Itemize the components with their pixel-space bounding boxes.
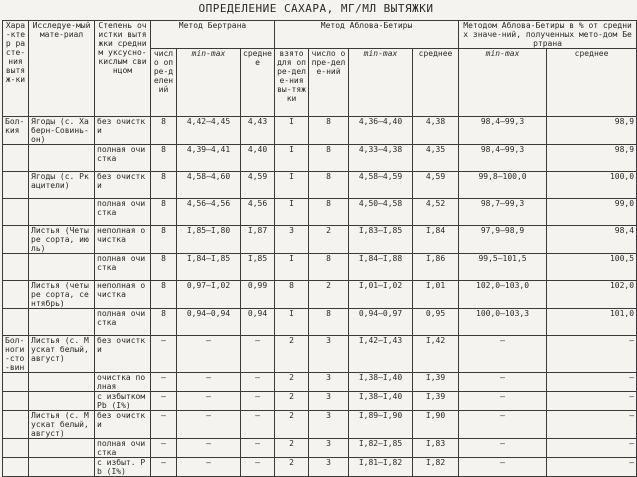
cell-mm3: 98,4–99,3 [459, 145, 547, 172]
cell-degree: полная очистка [95, 309, 151, 336]
page-title: ОПРЕДЕЛЕНИЕ САХАРА, МГ/МЛ ВЫТЯЖКИ [198, 2, 434, 15]
cell-avg2: I,39 [413, 373, 459, 392]
cell-n2: 2 [309, 281, 349, 309]
cell-mm3: 102,0–103,0 [459, 281, 547, 309]
cell-mm2: 4,36–4,40 [349, 117, 413, 145]
cell-avg1: 4,56 [241, 199, 275, 226]
table-row [3, 336, 637, 373]
cell-avg3: – [547, 458, 637, 477]
cell-mm2: I,81–I,82 [349, 458, 413, 477]
cell-mm2: 4,50–4,58 [349, 199, 413, 226]
cell-degree: без очистки [95, 117, 151, 145]
cell-avg1: – [241, 411, 275, 439]
header-minmax: min-max [177, 49, 241, 117]
cell-mm1: 0,94–0,94 [177, 309, 241, 336]
header-degree: Степень очистки вытяжки средним уксусно-кислым свинцом [95, 21, 151, 117]
cell-n1: – [151, 373, 177, 392]
cell-avg3: – [547, 439, 637, 458]
cell-mm3: 100,0–103,3 [459, 309, 547, 336]
cell-taken: 2 [275, 411, 309, 439]
table-row [3, 392, 637, 411]
cell-material [29, 199, 95, 226]
cell-mm1: – [177, 458, 241, 477]
cell-taken: 2 [275, 373, 309, 392]
cell-plant: Бол-кия [3, 117, 29, 145]
cell-avg3: 99,0 [547, 199, 637, 226]
cell-plant [3, 199, 29, 226]
cell-n1: – [151, 439, 177, 458]
cell-avg3: 98,9 [547, 117, 637, 145]
cell-material: Ягоды (с. Хаберн-Совинь-он) [29, 117, 95, 145]
cell-taken: I [275, 254, 309, 281]
cell-degree: неполная очистка [95, 226, 151, 254]
cell-material [29, 373, 95, 392]
cell-mm3: 99,5–101,5 [459, 254, 547, 281]
cell-n1: 8 [151, 281, 177, 309]
cell-n1: 8 [151, 309, 177, 336]
table-row [3, 172, 637, 199]
cell-avg2: 4,52 [413, 199, 459, 226]
cell-avg2: 0,95 [413, 309, 459, 336]
cell-avg1: – [241, 392, 275, 411]
cell-avg1: I,87 [241, 226, 275, 254]
cell-mm3: – [459, 458, 547, 477]
cell-taken: 2 [275, 392, 309, 411]
cell-taken: 2 [275, 458, 309, 477]
cell-avg3: – [547, 373, 637, 392]
cell-avg3: 102,0 [547, 281, 637, 309]
cell-n2: 3 [309, 458, 349, 477]
cell-mm1: 4,42–4,45 [177, 117, 241, 145]
cell-avg1: – [241, 373, 275, 392]
cell-n2: 3 [309, 336, 349, 373]
cell-material [29, 309, 95, 336]
cell-mm2: I,82–I,85 [349, 439, 413, 458]
sugar-table [2, 20, 637, 477]
cell-avg1: 4,59 [241, 172, 275, 199]
table-row [3, 309, 637, 336]
cell-degree: с избыт. Pb (I%) [95, 458, 151, 477]
cell-taken: I [275, 309, 309, 336]
cell-plant: Бол-ноги-сто-вин [3, 336, 29, 373]
header-minmax2: min-max [349, 49, 413, 117]
cell-avg1: 0,94 [241, 309, 275, 336]
cell-n1: – [151, 336, 177, 373]
table-row [3, 254, 637, 281]
table-row [3, 373, 637, 392]
cell-mm2: I,84–I,88 [349, 254, 413, 281]
cell-taken: 3 [275, 226, 309, 254]
cell-avg3: 100,5 [547, 254, 637, 281]
cell-material [29, 145, 95, 172]
header-num-det: число опре-делений [151, 49, 177, 117]
cell-taken: I [275, 117, 309, 145]
cell-mm1: – [177, 439, 241, 458]
cell-n1: – [151, 458, 177, 477]
cell-degree: без очистки [95, 411, 151, 439]
cell-avg1: I,85 [241, 254, 275, 281]
cell-plant [3, 281, 29, 309]
table-row [3, 411, 637, 439]
cell-mm2: I,89–I,90 [349, 411, 413, 439]
cell-n1: – [151, 411, 177, 439]
cell-plant [3, 411, 29, 439]
cell-avg3: – [547, 336, 637, 373]
cell-avg1: – [241, 336, 275, 373]
cell-n2: 2 [309, 226, 349, 254]
cell-n2: 8 [309, 309, 349, 336]
cell-n1: 8 [151, 199, 177, 226]
cell-plant [3, 254, 29, 281]
cell-n2: 8 [309, 145, 349, 172]
table-row [3, 199, 637, 226]
cell-degree: неполная очистка [95, 281, 151, 309]
cell-mm2: I,42–I,43 [349, 336, 413, 373]
cell-n2: 3 [309, 392, 349, 411]
cell-avg1: 4,40 [241, 145, 275, 172]
cell-taken: 8 [275, 281, 309, 309]
cell-taken: 2 [275, 439, 309, 458]
cell-material: Листья (с. Мускат белый, август) [29, 411, 95, 439]
cell-degree: полная очистка [95, 254, 151, 281]
cell-mm2: I,38–I,40 [349, 373, 413, 392]
cell-mm1: – [177, 411, 241, 439]
header-ablov: Метод Аблова-Бетиры [275, 21, 459, 49]
cell-mm2: 4,58–4,59 [349, 172, 413, 199]
header-percent: Методом Аблова-Бетиры в % от средних значе-ний, полученных мето-дом Бертрана [459, 21, 637, 49]
cell-mm2: I,38–I,40 [349, 392, 413, 411]
cell-avg3: 98,4 [547, 226, 637, 254]
cell-plant [3, 145, 29, 172]
cell-mm3: – [459, 373, 547, 392]
cell-degree: с избытком Pb (I%) [95, 392, 151, 411]
cell-n1: 8 [151, 145, 177, 172]
table-row [3, 226, 637, 254]
cell-avg2: 4,38 [413, 117, 459, 145]
cell-avg2: I,90 [413, 411, 459, 439]
cell-plant [3, 439, 29, 458]
cell-mm3: 99,8–100,0 [459, 172, 547, 199]
cell-mm2: I,83–I,85 [349, 226, 413, 254]
cell-taken: I [275, 145, 309, 172]
cell-degree: полная очистка [95, 199, 151, 226]
cell-mm3: – [459, 439, 547, 458]
cell-avg1: 4,43 [241, 117, 275, 145]
cell-taken: I [275, 172, 309, 199]
cell-n1: 8 [151, 226, 177, 254]
header-mean: среднее [241, 49, 275, 117]
cell-mm1: 0,97–I,02 [177, 281, 241, 309]
cell-avg3: – [547, 411, 637, 439]
table-row [3, 439, 637, 458]
table-row [3, 458, 637, 477]
cell-taken: I [275, 199, 309, 226]
cell-taken: 2 [275, 336, 309, 373]
table-row [3, 281, 637, 309]
table-row [3, 117, 637, 145]
cell-plant [3, 172, 29, 199]
cell-mm1: 4,58–4,60 [177, 172, 241, 199]
cell-mm3: 98,7–99,3 [459, 199, 547, 226]
cell-avg2: I,86 [413, 254, 459, 281]
cell-degree: без очистки [95, 336, 151, 373]
header-bertrand: Метод Бертрана [151, 21, 275, 49]
cell-n2: 3 [309, 439, 349, 458]
cell-avg2: I,01 [413, 281, 459, 309]
cell-n2: 8 [309, 172, 349, 199]
cell-mm3: 97,9–98,9 [459, 226, 547, 254]
cell-avg3: 100,0 [547, 172, 637, 199]
cell-mm3: 98,4–99,3 [459, 117, 547, 145]
cell-mm1: – [177, 336, 241, 373]
header-mean3: среднее [547, 49, 637, 117]
cell-avg2: 4,59 [413, 172, 459, 199]
cell-degree: очистка полная [95, 373, 151, 392]
cell-plant [3, 458, 29, 477]
header-material: Исследуе-мый мате-риал [29, 21, 95, 117]
cell-avg1: – [241, 439, 275, 458]
cell-degree: полная очистка [95, 439, 151, 458]
cell-mm1: I,85–I,80 [177, 226, 241, 254]
header-taken: взято для опре-деле-ния вы-тяжки [275, 49, 309, 117]
cell-mm1: – [177, 373, 241, 392]
cell-degree: полная очистка [95, 145, 151, 172]
cell-material [29, 254, 95, 281]
cell-n1: 8 [151, 254, 177, 281]
cell-avg2: I,42 [413, 336, 459, 373]
cell-mm3: – [459, 411, 547, 439]
cell-material [29, 458, 95, 477]
cell-material: Ягоды (с. Ркацители) [29, 172, 95, 199]
cell-n2: 8 [309, 117, 349, 145]
cell-avg1: – [241, 458, 275, 477]
header-num-det2: число опре-деле-ний [309, 49, 349, 117]
cell-material [29, 439, 95, 458]
cell-avg3: 98,9 [547, 145, 637, 172]
cell-avg3: – [547, 392, 637, 411]
cell-material: Листья (с. Мускат белый, август) [29, 336, 95, 373]
cell-avg2: I,82 [413, 458, 459, 477]
cell-mm3: – [459, 392, 547, 411]
cell-material [29, 392, 95, 411]
header-plant: Хара-ктер расте-ния вытяж-ки [3, 21, 29, 117]
cell-plant [3, 226, 29, 254]
cell-n2: 8 [309, 199, 349, 226]
cell-n1: 8 [151, 172, 177, 199]
cell-mm1: – [177, 392, 241, 411]
cell-mm2: I,01–I,02 [349, 281, 413, 309]
cell-material: Листья (четыре сорта, сентябрь) [29, 281, 95, 309]
cell-mm3: – [459, 336, 547, 373]
cell-avg2: I,39 [413, 392, 459, 411]
cell-plant [3, 309, 29, 336]
cell-avg1: 0,99 [241, 281, 275, 309]
cell-plant [3, 373, 29, 392]
cell-mm1: I,84–I,85 [177, 254, 241, 281]
cell-plant [3, 392, 29, 411]
cell-material: Листья (Четыре сорта, июль) [29, 226, 95, 254]
cell-degree: без очистки [95, 172, 151, 199]
cell-n1: – [151, 392, 177, 411]
cell-mm2: 0,94–0,97 [349, 309, 413, 336]
cell-n2: 8 [309, 254, 349, 281]
cell-n2: 3 [309, 411, 349, 439]
table-row [3, 145, 637, 172]
header-mean2: среднее [413, 49, 459, 117]
cell-mm1: 4,56–4,56 [177, 199, 241, 226]
cell-mm1: 4,39–4,41 [177, 145, 241, 172]
cell-mm2: 4,33–4,38 [349, 145, 413, 172]
cell-avg2: I,84 [413, 226, 459, 254]
cell-avg2: 4,35 [413, 145, 459, 172]
cell-n2: 3 [309, 373, 349, 392]
header-minmax3: min-max [459, 49, 547, 117]
cell-avg3: 101,0 [547, 309, 637, 336]
cell-n1: 8 [151, 117, 177, 145]
cell-avg2: I,83 [413, 439, 459, 458]
